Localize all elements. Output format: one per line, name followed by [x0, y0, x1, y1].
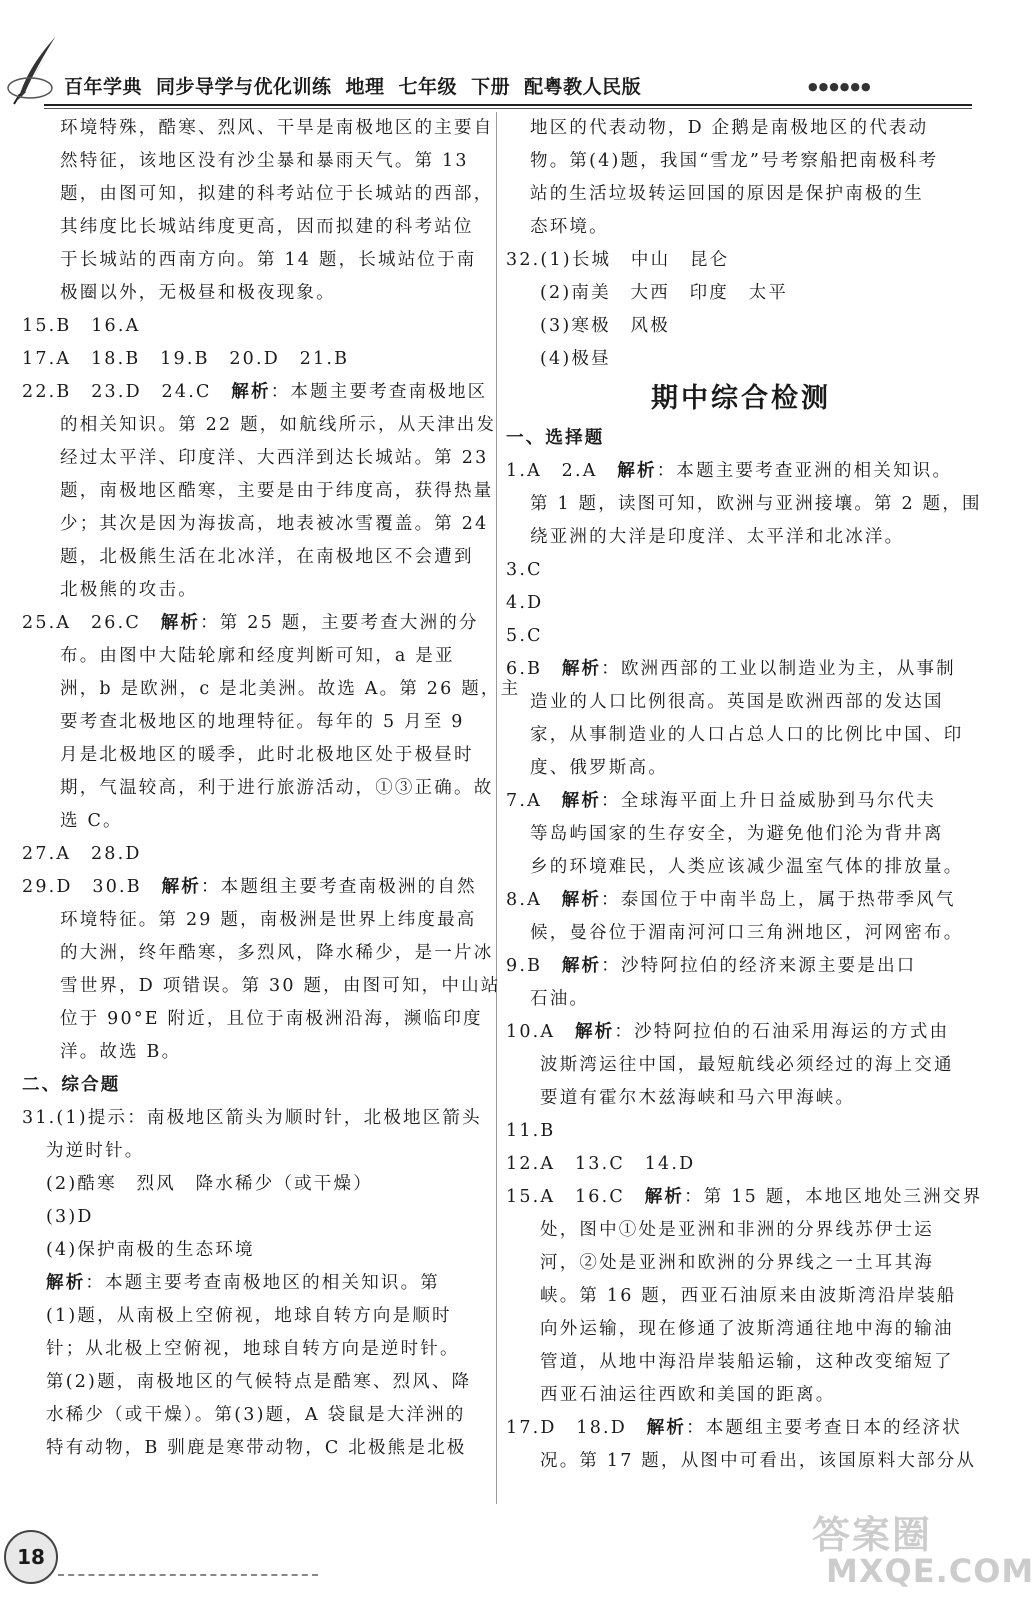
- answer-line: 绕亚洲的大洋是印度洋、太平洋和北冰洋。: [530, 527, 905, 547]
- answer-line: (3)D: [46, 1207, 94, 1227]
- answer-line: 候，曼谷位于湄南河河口三角洲地区，河网密布。: [530, 923, 964, 943]
- answer-choices: 25.A 26.C: [22, 613, 161, 633]
- answer-line: [506, 1181, 983, 1214]
- answer-line: 极圈以外，无极昼和极夜现象。: [60, 283, 336, 303]
- answer-line: 家，从事制造业的人口占总人口的比例比中国、印: [530, 725, 964, 745]
- answer-line: [506, 785, 976, 818]
- analysis-text: ：沙特阿拉伯的经济来源主要是出口: [601, 956, 917, 976]
- answer-line: 的大洲，终年酷寒，多烈风，降水稀少，是一片冰: [60, 943, 494, 963]
- answer-line: [22, 1267, 488, 1300]
- answer-line: (2)南美 大西 印度 太平: [540, 283, 789, 303]
- answer-line: 位于 90°E 附近，且位于南极洲沿海，濒临印度: [60, 1009, 483, 1029]
- answer-line: 况。第 17 题，从图中可看出，该国原料大部分从: [540, 1451, 977, 1471]
- page-number: 18: [4, 1530, 58, 1584]
- answer-line: [506, 884, 976, 917]
- answer-line: 少；其次是因为海拔高，地表被冰雪覆盖。第 24: [60, 514, 489, 534]
- answer-line: 洋。故选 B。: [60, 1042, 182, 1062]
- answer-line: 第 1 题，读图可知，欧洲与亚洲接壤。第 2 题，围: [530, 494, 982, 514]
- header-brand: 百年学典: [64, 76, 143, 98]
- answer-line: 造业的人口比例很高。英国是欧洲西部的发达国: [530, 692, 944, 712]
- answer-line: (1)题，从南极上空俯视，地球自转方向是顺时: [46, 1306, 452, 1326]
- answer-line: [506, 950, 976, 983]
- page-header: [0, 0, 996, 108]
- answer-line: [506, 1412, 976, 1445]
- answer-choices: 29.D 30.B: [22, 877, 162, 897]
- analysis-text: ：本题主要考查南极地区的相关知识。第: [85, 1273, 441, 1293]
- answer-line: 河，②处是亚洲和欧洲的分界线之一土耳其海: [540, 1253, 934, 1273]
- analysis-label: 解析: [561, 791, 602, 811]
- quill-pen-icon: [4, 30, 64, 106]
- header-volume: 下册: [471, 76, 511, 98]
- answer-line: 月是北极地区的暖季，此时北极地区处于极昼时: [60, 745, 474, 765]
- answer-line: 度、俄罗斯高。: [530, 758, 668, 778]
- analysis-text: ：本题主要考查亚洲的相关知识。: [656, 461, 953, 481]
- section-heading: 一、选择题: [506, 428, 605, 448]
- answer-line: 15.B 16.A: [22, 316, 141, 336]
- analysis-label: 解析: [644, 1187, 685, 1207]
- answer-line: 向外运输，现在修通了波斯湾通往地中海的输油: [540, 1319, 954, 1339]
- answer-line: 的相关知识。第 22 题，如航线所示，从天津出发: [60, 415, 497, 435]
- answer-line: 乡的环境难民，人类应该减少温室气体的排放量。: [530, 857, 964, 877]
- answer-line: (2)酷寒 烈风 降水稀少（或干燥）: [46, 1174, 373, 1194]
- answer-line: 环境特殊，酷寒、烈风、干旱是南极地区的主要自: [60, 118, 494, 138]
- section-title: 期中综合检测: [651, 383, 831, 414]
- analysis-label: 解析: [561, 956, 602, 976]
- answer-line: 第(2)题，南极地区的气候特点是酷寒、烈风、降: [46, 1372, 472, 1392]
- answer-line: 水稀少（或干燥）。第(3)题，A 袋鼠是大洋洲的: [46, 1405, 466, 1425]
- analysis-text: ：泰国位于中南半岛上，属于热带季风气: [601, 890, 956, 910]
- analysis-label: 解析: [561, 890, 602, 910]
- answer-line: [506, 1016, 976, 1049]
- answer-choices: 8.A: [506, 890, 562, 910]
- header-dots: ●●●●●●: [808, 80, 872, 93]
- answer-line: 31.(1)提示：南极地区箭头为顺时针，北极地区箭头: [22, 1108, 482, 1128]
- right-column-top: [506, 112, 976, 376]
- answer-line: 洲，b 是欧洲，c 是北美洲。故选 A。第 26 题，主: [60, 679, 521, 699]
- analysis-label: 解析: [646, 1418, 687, 1438]
- answer-line: 态环境。: [530, 217, 609, 237]
- header-edition: 配粤教人民版: [524, 76, 642, 98]
- section-heading: 二、综合题: [22, 1075, 121, 1095]
- answer-line: 其纬度比长城站纬度更高，因而拟建的科考站位: [60, 217, 474, 237]
- answer-choices: 9.B: [506, 956, 562, 976]
- analysis-label: 解析: [617, 461, 657, 481]
- answer-line: 5.C: [506, 626, 543, 646]
- header-subject: 地理: [345, 76, 385, 98]
- answer-line: 处，图中①处是亚洲和非洲的分界线苏伊士运: [540, 1220, 934, 1240]
- column-divider: [496, 112, 497, 1504]
- analysis-text: ：本题组主要考查南极洲的自然: [200, 877, 477, 897]
- answer-choices: 15.A 16.C: [506, 1187, 645, 1207]
- answer-choices: 17.D 18.D: [506, 1418, 647, 1438]
- answer-line: 32.(1)长城 中山 昆仑: [506, 250, 730, 270]
- answer-line: 题，由图可知，拟建的科考站位于长城站的西部，: [60, 184, 494, 204]
- answer-line: 北极熊的攻击。: [60, 580, 198, 600]
- answer-line: [22, 871, 488, 904]
- watermark-url: MXQE.COM: [826, 1552, 1034, 1590]
- analysis-text: ：本题主要考查南极地区: [270, 382, 488, 402]
- answer-line: 题，南极地区酷寒，主要是由于纬度高，获得热量: [60, 481, 494, 501]
- answer-line: 为逆时针。: [46, 1141, 145, 1161]
- answer-line: 期，气温较高，利于进行旅游活动，①③正确。故: [60, 778, 494, 798]
- header-series: 同步导学与优化训练: [156, 76, 332, 98]
- answer-line: (4)极昼: [540, 349, 611, 369]
- answer-line: 等岛屿国家的生存安全，为避免他们沦为背井离: [530, 824, 944, 844]
- header-grade: 七年级: [398, 76, 458, 98]
- answer-line: [506, 455, 976, 488]
- answer-line: [22, 376, 488, 409]
- left-column: [22, 112, 521, 1465]
- header-rule-thin: [44, 108, 972, 109]
- answer-line: 雪世界，D 项错误。第 30 题，由图可知，中山站: [60, 976, 501, 996]
- answer-line: 波斯湾运往中国，最短航线必须经过的海上交通: [540, 1055, 954, 1075]
- answer-line: 布。由图中大陆轮廓和经度判断可知，a 是亚: [60, 646, 455, 666]
- answer-line: (3)寒极 风极: [540, 316, 670, 336]
- analysis-label: 解析: [161, 877, 201, 897]
- analysis-label: 解析: [231, 382, 271, 402]
- answer-line: 27.A 28.D: [22, 844, 142, 864]
- answer-line: (4)保护南极的生态环境: [46, 1240, 255, 1260]
- answer-line: 要考查北极地区的地理特征。每年的 5 月至 9: [60, 712, 465, 732]
- answer-line: 西亚石油运往西欧和美国的距离。: [540, 1385, 836, 1405]
- header-title: [64, 72, 655, 99]
- answer-line: 特有动物，B 驯鹿是寒带动物，C 北极熊是北极: [46, 1438, 467, 1458]
- answer-choices: 6.B: [506, 659, 562, 679]
- analysis-text: ：第 15 题，本地区地处三洲交界: [684, 1187, 983, 1207]
- answer-line: 经过太平洋、印度洋、大西洋到达长城站。第 23: [60, 448, 489, 468]
- answer-line: 环境特征。第 29 题，南极洲是世界上纬度最高: [60, 910, 477, 930]
- answer-line: 站的生活垃圾转运回国的原因是保护南极的生: [530, 184, 924, 204]
- answer-line: 峡。第 16 题，西亚石油原来由波斯湾沿岸装船: [540, 1286, 957, 1306]
- answer-line: 12.A 13.C 14.D: [506, 1154, 696, 1174]
- answer-line: 石油。: [530, 989, 590, 1009]
- analysis-text: ：欧洲西部的工业以制造业为主，从事制: [601, 659, 956, 679]
- answer-line: 要道有霍尔木兹海峡和马六甲海峡。: [540, 1088, 856, 1108]
- answer-choices: 7.A: [506, 791, 562, 811]
- footer-dashed-line: [58, 1574, 318, 1576]
- analysis-label: 解析: [160, 613, 201, 633]
- answer-line: 3.C: [506, 560, 543, 580]
- answer-line: 选 C。: [60, 811, 123, 831]
- analysis-text: ：沙特阿拉伯的石油采用海运的方式由: [614, 1022, 950, 1042]
- analysis-text: ：第 25 题，主要考查大洲的分: [200, 613, 479, 633]
- answer-line: 于长城站的西南方向。第 14 题，长城站位于南: [60, 250, 477, 270]
- header-rule: [44, 104, 972, 106]
- analysis-label: 解析: [46, 1273, 86, 1293]
- answer-line: 物。第(4)题，我国“雪龙”号考察船把南极科考: [530, 151, 939, 171]
- analysis-text: ：全球海平面上升日益威胁到马尔代夫: [601, 791, 936, 811]
- answer-line: 11.B: [506, 1121, 556, 1141]
- right-column: [506, 112, 983, 1478]
- analysis-text: ：本题组主要考查日本的经济状: [686, 1418, 962, 1438]
- analysis-label: 解析: [561, 659, 602, 679]
- answer-line: 地区的代表动物，D 企鹅是南极地区的代表动: [530, 118, 929, 138]
- watermark-logo: [812, 1500, 1034, 1592]
- answer-line: [506, 653, 976, 686]
- answer-line: [22, 607, 488, 640]
- right-column-bottom: [506, 422, 983, 1478]
- answer-choices: 1.A 2.A: [506, 461, 618, 481]
- answer-choices: 10.A: [506, 1022, 575, 1042]
- answer-choices: 22.B 23.D 24.C: [22, 382, 232, 402]
- answer-line: 然特征，该地区没有沙尘暴和暴雨天气。第 13: [60, 151, 469, 171]
- answer-line: 管道，从地中海沿岸装船运输，这种改变缩短了: [540, 1352, 954, 1372]
- answer-line: 17.A 18.B 19.B 20.D 21.B: [22, 349, 350, 369]
- analysis-label: 解析: [574, 1022, 615, 1042]
- answer-line: 题，北极熊生活在北冰洋，在南极地区不会遭到: [60, 547, 474, 567]
- watermark-text: 答案圈: [812, 1513, 933, 1557]
- answer-line: 4.D: [506, 593, 544, 613]
- answer-line: 针；从北极上空俯视，地球自转方向是逆时针。: [46, 1339, 460, 1359]
